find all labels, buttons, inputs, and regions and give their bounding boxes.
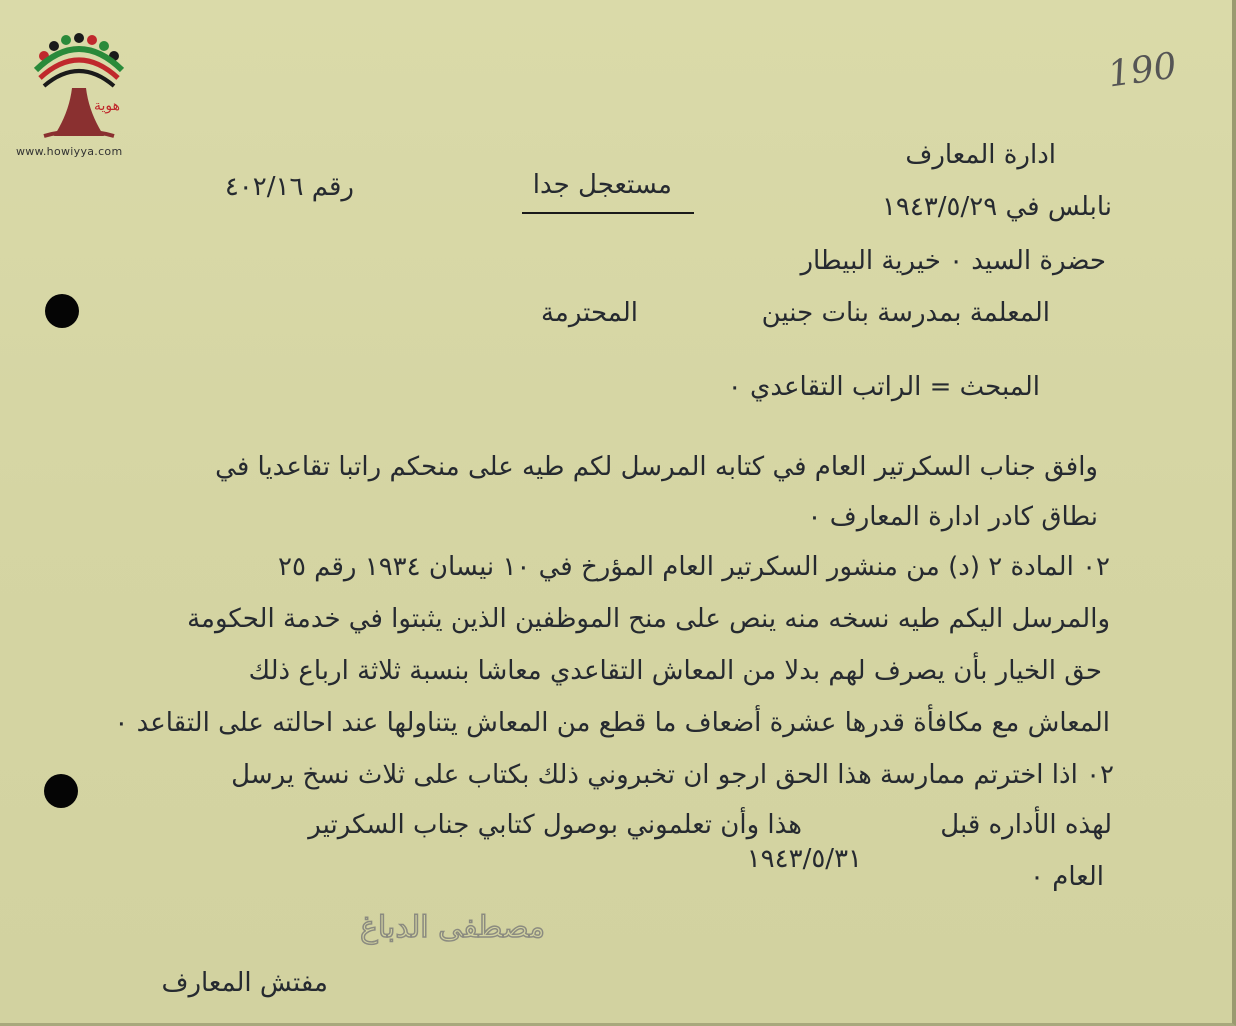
howiyya-logo-icon (14, 18, 144, 158)
department-name: ادارة المعارف (905, 140, 1056, 170)
page-number: 190 (1105, 45, 1180, 96)
watermark-url: www.howiyya.com (16, 145, 123, 158)
body-line: العام ٠ (1030, 862, 1104, 892)
body-line: لهذه الأداره قبل (940, 810, 1112, 840)
body-line: حق الخيار بأن يصرف لهم بدلا من المعاش التقاعدي معاشا بنسبة ثلاثة ارباع ذلك (248, 656, 1102, 686)
recipient-honorific: المحترمة (540, 298, 638, 328)
body-line: ٠٢ المادة ٢ (د) من منشور السكرتير العام المؤرخ في ١٠ نيسان ١٩٣٤ رقم ٢٥ (277, 552, 1110, 582)
body-line: ٠٢ اذا اخترتم ممارسة هذا الحق ارجو ان تخبروني ذلك بكتاب على ثلاث نسخ يرسل (231, 760, 1114, 790)
reference-number: رقم ٤٠٢/١٦ (224, 172, 354, 202)
subject-line: المبحث = الراتب التقاعدي ٠ (727, 372, 1040, 402)
recipient-role: المعلمة بمدرسة بنات جنين (761, 298, 1050, 328)
signature-title: مفتش المعارف (161, 968, 328, 998)
deadline-date: ١٩٤٣/٥/٣١ (746, 844, 862, 874)
city-date: نابلس في ١٩٤٣/٥/٢٩ (881, 192, 1112, 222)
body-line: نطاق كادر ادارة المعارف ٠ (807, 502, 1098, 532)
punch-hole-bottom (44, 774, 78, 808)
priority-label: مستعجل جدا (532, 170, 672, 200)
body-line: وافق جناب السكرتير العام في كتابه المرسل لكم طيه على منحكم راتبا تقاعديا في (215, 452, 1098, 482)
punch-hole-top (45, 294, 79, 328)
stamp-text: مصطفى الدباغ (360, 910, 546, 945)
signature-stamp (205, 895, 546, 955)
recipient-name: حضرة السيد ٠ خيرية البيطار (800, 246, 1106, 276)
body-line: والمرسل اليكم طيه نسخه منه ينص على منح الموظفين الذين يثبتوا في خدمة الحكومة (187, 604, 1110, 634)
logo-text: هوية (94, 98, 121, 114)
body-line: هذا وأن تعلموني بوصول كتابي جناب السكرتير (308, 810, 802, 840)
body-line: المعاش مع مكافأة قدرها عشرة أضعاف ما قطع من المعاش يتناولها عند احالته على التقاعد ٠ (114, 708, 1110, 738)
priority-underline (522, 212, 694, 214)
